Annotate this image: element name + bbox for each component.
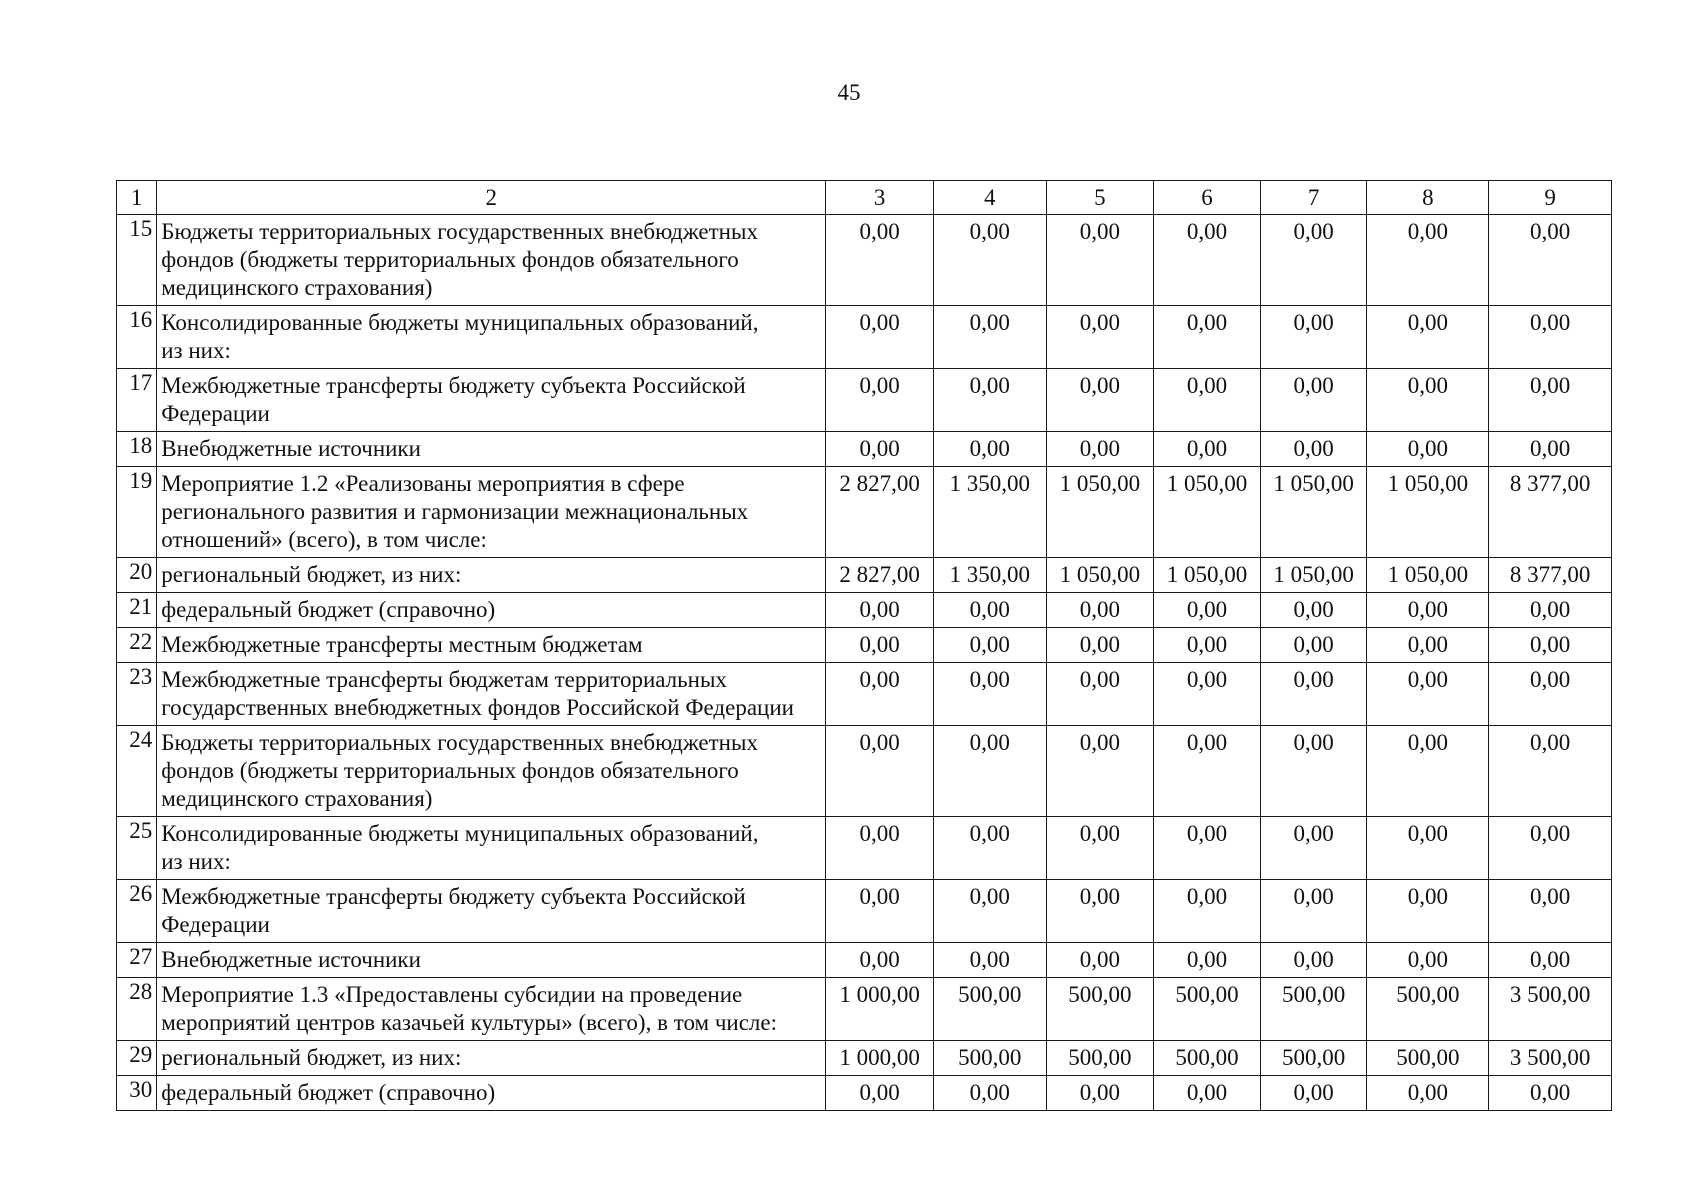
row-description — [157, 467, 826, 558]
row-number: 25 — [117, 817, 157, 880]
table-row — [117, 817, 1612, 880]
value-cell: 0,00 — [1367, 593, 1489, 628]
value-cell: 0,00 — [1489, 817, 1612, 880]
value-cell: 0,00 — [826, 593, 934, 628]
table-row — [117, 1076, 1612, 1111]
value-cell: 0,00 — [1154, 593, 1261, 628]
value-cell: 0,00 — [933, 880, 1046, 943]
value-cell: 0,00 — [1489, 306, 1612, 369]
row-number: 21 — [117, 593, 157, 628]
row-number: 29 — [117, 1041, 157, 1076]
row-description — [157, 215, 826, 306]
value-cell: 0,00 — [1367, 817, 1489, 880]
value-cell: 500,00 — [1260, 978, 1367, 1041]
table-row — [117, 593, 1612, 628]
row-number: 17 — [117, 369, 157, 432]
row-description — [157, 943, 826, 978]
description-line: фондов (бюджеты территориальных фондов обязательного — [161, 758, 739, 783]
value-cell: 0,00 — [1489, 628, 1612, 663]
value-cell: 0,00 — [933, 1076, 1046, 1111]
value-cell: 500,00 — [1046, 1041, 1154, 1076]
value-cell: 0,00 — [1154, 1076, 1261, 1111]
value-cell: 500,00 — [1260, 1041, 1367, 1076]
table-row — [117, 880, 1612, 943]
column-header: 4 — [933, 181, 1046, 215]
value-cell: 0,00 — [1046, 943, 1154, 978]
description-line: Консолидированные бюджеты муниципальных образований, — [161, 310, 759, 335]
description-line: Консолидированные бюджеты муниципальных образований, — [161, 821, 759, 846]
value-cell: 0,00 — [1260, 1076, 1367, 1111]
table-row — [117, 306, 1612, 369]
value-cell: 0,00 — [1489, 593, 1612, 628]
table-row — [117, 978, 1612, 1041]
description-line: Бюджеты территориальных государственных внебюджетных — [161, 730, 758, 755]
value-cell: 1 050,00 — [1260, 467, 1367, 558]
value-cell: 0,00 — [826, 432, 934, 467]
value-cell: 0,00 — [1046, 628, 1154, 663]
value-cell: 0,00 — [1260, 880, 1367, 943]
value-cell: 500,00 — [1367, 1041, 1489, 1076]
row-number: 26 — [117, 880, 157, 943]
value-cell: 500,00 — [933, 978, 1046, 1041]
value-cell: 500,00 — [933, 1041, 1046, 1076]
value-cell: 500,00 — [1154, 978, 1261, 1041]
row-description — [157, 817, 826, 880]
value-cell: 0,00 — [1489, 943, 1612, 978]
value-cell: 0,00 — [1154, 817, 1261, 880]
value-cell: 0,00 — [826, 628, 934, 663]
table-row — [117, 467, 1612, 558]
column-header: 7 — [1260, 181, 1367, 215]
row-number: 19 — [117, 467, 157, 558]
value-cell: 0,00 — [1260, 817, 1367, 880]
value-cell: 0,00 — [933, 432, 1046, 467]
row-number: 15 — [117, 215, 157, 306]
value-cell: 0,00 — [826, 369, 934, 432]
description-line: региональный бюджет, из них: — [161, 562, 462, 587]
value-cell: 0,00 — [1046, 593, 1154, 628]
value-cell: 1 000,00 — [826, 978, 934, 1041]
description-line: государственных внебюджетных фондов Российской Федерации — [161, 695, 794, 720]
row-number: 20 — [117, 558, 157, 593]
value-cell: 0,00 — [826, 817, 934, 880]
value-cell: 0,00 — [1260, 628, 1367, 663]
value-cell: 0,00 — [1154, 726, 1261, 817]
value-cell: 0,00 — [1260, 593, 1367, 628]
value-cell: 0,00 — [933, 593, 1046, 628]
row-description — [157, 306, 826, 369]
value-cell: 0,00 — [1367, 432, 1489, 467]
value-cell: 0,00 — [1154, 663, 1261, 726]
column-header: 8 — [1367, 181, 1489, 215]
value-cell: 0,00 — [1489, 726, 1612, 817]
value-cell: 1 050,00 — [1260, 558, 1367, 593]
table-row — [117, 628, 1612, 663]
value-cell: 3 500,00 — [1489, 978, 1612, 1041]
row-description — [157, 593, 826, 628]
value-cell: 0,00 — [1046, 215, 1154, 306]
row-number: 23 — [117, 663, 157, 726]
value-cell: 1 350,00 — [933, 558, 1046, 593]
value-cell: 500,00 — [1154, 1041, 1261, 1076]
value-cell: 2 827,00 — [826, 467, 934, 558]
value-cell: 0,00 — [1046, 432, 1154, 467]
description-line: медицинского страхования) — [161, 786, 433, 811]
value-cell: 0,00 — [933, 369, 1046, 432]
description-line: Внебюджетные источники — [161, 436, 421, 461]
value-cell: 0,00 — [933, 663, 1046, 726]
value-cell: 0,00 — [933, 306, 1046, 369]
value-cell: 0,00 — [1367, 943, 1489, 978]
row-description — [157, 369, 826, 432]
value-cell: 0,00 — [1154, 432, 1261, 467]
value-cell: 0,00 — [1367, 1076, 1489, 1111]
value-cell: 0,00 — [1489, 432, 1612, 467]
header-row — [117, 181, 1612, 215]
value-cell: 0,00 — [1046, 306, 1154, 369]
description-line: мероприятий центров казачьей культуры» (всего), в том числе: — [161, 1010, 777, 1035]
table-row — [117, 663, 1612, 726]
value-cell: 0,00 — [933, 628, 1046, 663]
value-cell: 0,00 — [1260, 306, 1367, 369]
column-header: 3 — [826, 181, 934, 215]
row-description — [157, 558, 826, 593]
table-row — [117, 215, 1612, 306]
description-line: Межбюджетные трансферты местным бюджетам — [161, 632, 643, 657]
table-row — [117, 369, 1612, 432]
row-description — [157, 978, 826, 1041]
value-cell: 0,00 — [933, 726, 1046, 817]
value-cell: 0,00 — [1489, 1076, 1612, 1111]
value-cell: 8 377,00 — [1489, 558, 1612, 593]
value-cell: 1 350,00 — [933, 467, 1046, 558]
value-cell: 0,00 — [1154, 880, 1261, 943]
description-line: фондов (бюджеты территориальных фондов обязательного — [161, 247, 739, 272]
row-number: 22 — [117, 628, 157, 663]
value-cell: 2 827,00 — [826, 558, 934, 593]
description-line: Мероприятие 1.2 «Реализованы мероприятия в сфере — [161, 471, 685, 496]
row-description — [157, 432, 826, 467]
value-cell: 0,00 — [1046, 1076, 1154, 1111]
value-cell: 0,00 — [826, 880, 934, 943]
column-header: 9 — [1489, 181, 1612, 215]
value-cell: 0,00 — [1260, 215, 1367, 306]
value-cell: 0,00 — [1154, 628, 1261, 663]
value-cell: 1 050,00 — [1154, 558, 1261, 593]
table-row — [117, 432, 1612, 467]
value-cell: 0,00 — [826, 215, 934, 306]
value-cell: 0,00 — [1260, 726, 1367, 817]
table-row — [117, 726, 1612, 817]
value-cell: 0,00 — [826, 663, 934, 726]
row-description — [157, 726, 826, 817]
value-cell: 0,00 — [1154, 215, 1261, 306]
column-header: 2 — [157, 181, 826, 215]
value-cell: 0,00 — [1367, 215, 1489, 306]
table-row — [117, 943, 1612, 978]
row-number: 18 — [117, 432, 157, 467]
row-description — [157, 663, 826, 726]
description-line: Федерации — [161, 912, 270, 937]
value-cell: 500,00 — [1367, 978, 1489, 1041]
column-header: 5 — [1046, 181, 1154, 215]
description-line: Межбюджетные трансферты бюджету субъекта Российской — [161, 373, 746, 398]
page-number: 45 — [837, 80, 861, 105]
value-cell: 0,00 — [1367, 306, 1489, 369]
value-cell: 0,00 — [1489, 215, 1612, 306]
value-cell: 0,00 — [1367, 369, 1489, 432]
value-cell: 0,00 — [1260, 663, 1367, 726]
value-cell: 3 500,00 — [1489, 1041, 1612, 1076]
value-cell: 1 000,00 — [826, 1041, 934, 1076]
value-cell: 0,00 — [826, 1076, 934, 1111]
row-number: 30 — [117, 1076, 157, 1111]
value-cell: 1 050,00 — [1046, 558, 1154, 593]
value-cell: 0,00 — [1154, 943, 1261, 978]
description-line: отношений» (всего), в том числе: — [161, 527, 487, 552]
value-cell: 0,00 — [1367, 880, 1489, 943]
value-cell: 0,00 — [933, 215, 1046, 306]
value-cell: 0,00 — [826, 726, 934, 817]
value-cell: 0,00 — [1367, 726, 1489, 817]
value-cell: 0,00 — [1046, 726, 1154, 817]
row-description — [157, 880, 826, 943]
description-line: из них: — [161, 849, 231, 874]
description-line: из них: — [161, 338, 231, 363]
value-cell: 1 050,00 — [1367, 558, 1489, 593]
description-line: Межбюджетные трансферты бюджетам территориальных — [161, 667, 727, 692]
row-number: 24 — [117, 726, 157, 817]
value-cell: 0,00 — [1154, 369, 1261, 432]
description-line: Бюджеты территориальных государственных внебюджетных — [161, 219, 758, 244]
value-cell: 1 050,00 — [1154, 467, 1261, 558]
value-cell: 0,00 — [1046, 663, 1154, 726]
row-number: 27 — [117, 943, 157, 978]
value-cell: 0,00 — [1260, 369, 1367, 432]
value-cell: 0,00 — [1489, 369, 1612, 432]
description-line: Федерации — [161, 401, 270, 426]
value-cell: 0,00 — [1154, 306, 1261, 369]
value-cell: 0,00 — [1046, 369, 1154, 432]
description-line: федеральный бюджет (справочно) — [161, 1080, 496, 1105]
value-cell: 8 377,00 — [1489, 467, 1612, 558]
value-cell: 0,00 — [826, 306, 934, 369]
value-cell: 0,00 — [1046, 817, 1154, 880]
description-line: Внебюджетные источники — [161, 947, 421, 972]
value-cell: 500,00 — [1046, 978, 1154, 1041]
column-header: 1 — [117, 181, 157, 215]
description-line: Мероприятие 1.3 «Предоставлены субсидии на проведение — [161, 982, 743, 1007]
budget-table — [116, 180, 1612, 1111]
row-description — [157, 1041, 826, 1076]
value-cell: 0,00 — [1367, 628, 1489, 663]
value-cell: 0,00 — [1046, 880, 1154, 943]
row-description — [157, 1076, 826, 1111]
value-cell: 0,00 — [1367, 663, 1489, 726]
value-cell: 1 050,00 — [1367, 467, 1489, 558]
row-description — [157, 628, 826, 663]
value-cell: 0,00 — [826, 943, 934, 978]
description-line: федеральный бюджет (справочно) — [161, 597, 496, 622]
table-row — [117, 558, 1612, 593]
value-cell: 0,00 — [1260, 943, 1367, 978]
description-line: медицинского страхования) — [161, 275, 433, 300]
value-cell: 0,00 — [1489, 663, 1612, 726]
row-number: 28 — [117, 978, 157, 1041]
value-cell: 1 050,00 — [1046, 467, 1154, 558]
value-cell: 0,00 — [933, 817, 1046, 880]
value-cell: 0,00 — [933, 943, 1046, 978]
table-row — [117, 1041, 1612, 1076]
row-number: 16 — [117, 306, 157, 369]
column-header: 6 — [1154, 181, 1261, 215]
description-line: региональный бюджет, из них: — [161, 1045, 462, 1070]
description-line: Межбюджетные трансферты бюджету субъекта Российской — [161, 884, 746, 909]
value-cell: 0,00 — [1260, 432, 1367, 467]
value-cell: 0,00 — [1489, 880, 1612, 943]
description-line: регионального развития и гармонизации межнациональных — [161, 499, 749, 524]
